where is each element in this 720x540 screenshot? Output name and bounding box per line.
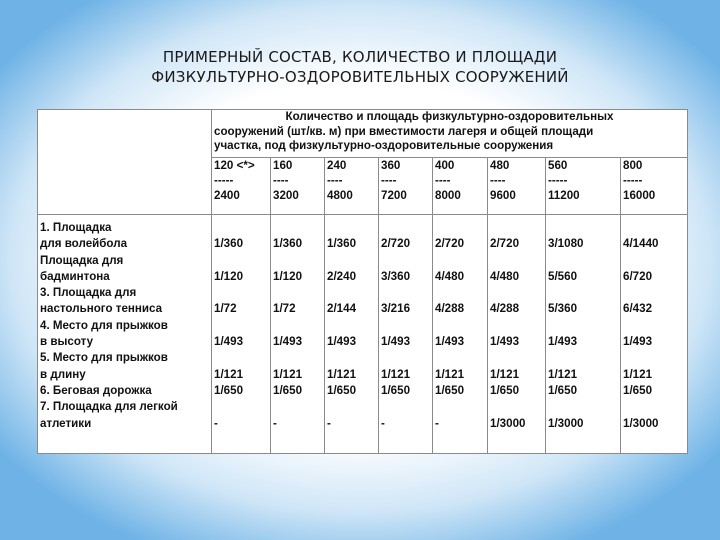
table-cell: 4/480: [435, 269, 465, 283]
table-cell: 2/240: [327, 269, 357, 283]
table-cell: 1/493: [623, 335, 653, 349]
area-value: 8000: [435, 189, 461, 202]
facility-labels: [38, 215, 212, 454]
row-6-label: 6. Беговая дорожка: [40, 383, 152, 397]
table-cell: 1/121: [381, 367, 411, 381]
table-cell: 1/121: [327, 367, 357, 381]
values-col-2: [271, 215, 325, 454]
table-cell: 1/120: [273, 269, 303, 283]
table-cell: 4/1440: [623, 237, 659, 251]
capacity-value: 400: [435, 159, 455, 172]
table-cell: 1/493: [327, 335, 357, 349]
capacity-col-4: [379, 158, 433, 215]
table-cell: 6/720: [623, 269, 653, 283]
table-cell: -: [273, 416, 277, 430]
separator: -----: [214, 174, 234, 187]
table-cell: 2/720: [490, 237, 520, 251]
capacity-col-5: [433, 158, 488, 215]
separator: ----: [327, 174, 343, 187]
table-cell: 1/650: [435, 383, 465, 397]
row-2-label-b: бадминтона: [40, 269, 110, 283]
values-col-4: [379, 215, 433, 454]
table-cell: 1/650: [214, 383, 244, 397]
row-3-label-b: настольного тенниса: [40, 302, 163, 316]
capacity-value: 360: [381, 159, 401, 172]
table-cell: 4/288: [490, 302, 520, 316]
separator: ----: [273, 174, 289, 187]
area-value: 16000: [623, 189, 656, 202]
facilities-table: [37, 109, 688, 454]
table-cell: -: [381, 416, 385, 430]
table-cell: 1/121: [435, 367, 465, 381]
row-1-label-a: 1. Площадка: [40, 221, 112, 234]
row-3-label-a: 3. Площадка для: [40, 286, 137, 300]
row-4-label-a: 4. Место для прыжков: [40, 318, 168, 332]
capacity-col-8: [621, 158, 688, 215]
table-cell: 1/650: [490, 383, 520, 397]
table-cell: 1/650: [327, 383, 357, 397]
separator: -----: [623, 174, 643, 187]
table-cell: 1/493: [490, 335, 520, 349]
table-cell: 1/121: [214, 367, 244, 381]
table-cell: 1/3000: [548, 416, 584, 430]
table-cell: 4/288: [435, 302, 465, 316]
table-cell: 3/1080: [548, 237, 584, 251]
header-caption-line-2: сооружений (шт/кв. м) при вместимости лагеря и общей площади: [214, 124, 594, 138]
capacity-value: 800: [623, 159, 643, 172]
table-cell: 6/432: [623, 302, 653, 316]
capacity-col-6: [488, 158, 546, 215]
values-col-6: [488, 215, 546, 454]
table-cell: 3/360: [381, 269, 411, 283]
separator: -----: [548, 174, 568, 187]
capacity-value: 120 <*>: [214, 159, 255, 172]
table-cell: 1/650: [548, 383, 578, 397]
row-7-label-b: атлетики: [40, 416, 92, 430]
values-col-5: [433, 215, 488, 454]
header-caption-line-1: Количество и площадь физкультурно-оздоровительных: [285, 110, 614, 123]
header-empty-cell: [38, 110, 212, 215]
table-cell: 5/560: [548, 269, 578, 283]
row-5-label-a: 5. Место для прыжков: [40, 351, 168, 365]
facilities-body-row: [38, 215, 688, 454]
values-col-3: [325, 215, 379, 454]
area-value: 4800: [327, 189, 353, 202]
table-cell: 1/650: [623, 383, 653, 397]
table-cell: 1/121: [273, 367, 303, 381]
header-caption: [212, 110, 688, 158]
table-cell: 1/493: [273, 335, 303, 349]
area-value: 11200: [548, 189, 580, 202]
title-line-2: ФИЗКУЛЬТУРНО-ОЗДОРОВИТЕЛЬНЫХ СООРУЖЕНИЙ: [151, 68, 569, 86]
table-cell: 1/650: [273, 383, 303, 397]
table-cell: 1/493: [381, 335, 411, 349]
capacity-col-7: [546, 158, 621, 215]
table-cell: 4/480: [490, 269, 520, 283]
capacity-value: 240: [327, 159, 347, 172]
table-cell: 1/3000: [490, 416, 526, 430]
header-caption-row: [38, 110, 688, 158]
area-value: 9600: [490, 189, 516, 202]
table-cell: 1/360: [214, 237, 244, 251]
table-cell: -: [327, 416, 331, 430]
table-cell: 1/493: [435, 335, 465, 349]
table-cell: 1/121: [490, 367, 520, 381]
table-cell: 1/3000: [623, 416, 659, 430]
table-cell: 1/120: [214, 269, 244, 283]
capacity-value: 480: [490, 159, 510, 172]
table-cell: 1/493: [548, 335, 578, 349]
area-value: 7200: [381, 189, 407, 202]
capacity-value: 160: [273, 159, 293, 172]
values-col-7: [546, 215, 621, 454]
capacity-col-2: [271, 158, 325, 215]
header-caption-line-3: участка, под физкультурно-оздоровительные сооружения: [214, 139, 554, 152]
table-cell: 2/144: [327, 302, 357, 316]
table-cell: 2/720: [381, 237, 411, 251]
values-col-8: [621, 215, 688, 454]
table-cell: 2/720: [435, 237, 465, 251]
row-5-label-b: в длину: [40, 367, 86, 381]
row-1-label-b: для волейбола: [40, 237, 128, 251]
row-4-label-b: в высоту: [40, 335, 94, 349]
table-cell: -: [435, 416, 439, 430]
values-col-1: [212, 215, 271, 454]
table-cell: 1/121: [548, 367, 578, 381]
area-value: 3200: [273, 189, 299, 202]
capacity-col-1: [212, 158, 271, 215]
area-value: 2400: [214, 189, 240, 202]
title-line-1: ПРИМЕРНЫЙ СОСТАВ, КОЛИЧЕСТВО И ПЛОЩАДИ: [162, 48, 558, 66]
capacity-value: 560: [548, 159, 568, 172]
table-cell: 1/493: [214, 335, 244, 349]
table-cell: -: [214, 416, 218, 430]
slide-title: [0, 47, 720, 87]
table-cell: 1/72: [214, 302, 237, 316]
table-cell: 1/360: [273, 237, 303, 251]
separator: ----: [381, 174, 397, 187]
table-cell: 1/72: [273, 302, 296, 316]
table-cell: 5/360: [548, 302, 578, 316]
separator: ----: [435, 174, 451, 187]
table-cell: 1/360: [327, 237, 357, 251]
separator: ----: [490, 174, 506, 187]
capacity-col-3: [325, 158, 379, 215]
row-7-label-a: 7. Площадка для легкой: [40, 400, 178, 414]
table-cell: 3/216: [381, 302, 411, 316]
table-cell: 1/650: [381, 383, 411, 397]
table-cell: 1/121: [623, 367, 653, 381]
row-2-label-a: Площадка для: [40, 253, 124, 267]
